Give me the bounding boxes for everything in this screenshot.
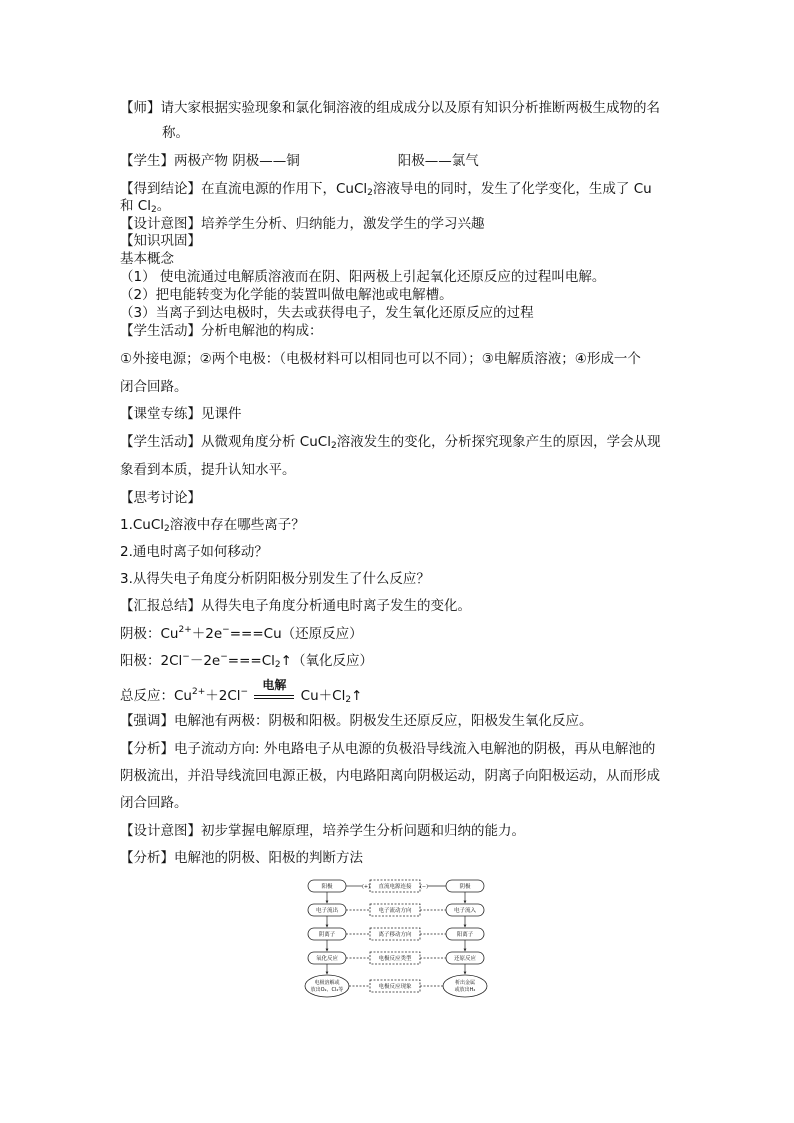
paragraph-electron-flow: 【分析】电子流动方向: 外电路电子从电源的负极沿导线流入电解池的阴极，再从电解池的 bbox=[120, 741, 656, 757]
paragraph-emphasis: 【强调】电解池有两极：阴极和阳极。阴极发生还原反应，阳极发生氧化反应。 bbox=[120, 713, 593, 729]
concept-item-3: （3）当离子到达电极时，失去或获得电子，发生氧化还原反应的过程 bbox=[120, 305, 534, 321]
diagram-left-6: 放出O₂、Cl₂等 bbox=[310, 987, 344, 993]
electrolysis-condition: 电解 bbox=[252, 685, 296, 703]
diagram-minus-sign: (−) bbox=[419, 884, 429, 890]
diagram-left-1: 阳极 bbox=[321, 884, 333, 890]
paragraph-student-activity-2: 【学生活动】从微观角度分析 CuCl$_2$溶液发生的变化，分析探究现象产生的原因，学会从现 bbox=[120, 434, 661, 451]
diagram-middle-1: 直流电源连接 bbox=[378, 884, 412, 890]
paragraph-student-activity-1: 【学生活动】分析电解池的构成： bbox=[120, 323, 323, 339]
equation-overall: 总反应：$Cu^{2+}+2Cl^-$ 电解 $Cu+Cl_2↑$ bbox=[120, 678, 363, 705]
diagram-middle-4: 电极反应类型 bbox=[378, 956, 412, 962]
paragraph-classroom-practice: 【课堂专练】见课件 bbox=[120, 406, 242, 422]
diagram-plus-sign: (+) bbox=[361, 884, 371, 890]
paragraph-conclusion: 【得到结论】在直流电源的作用下，CuCl$_2$溶液导电的同时，发生了化学变化，生成了 Cu bbox=[120, 181, 652, 198]
diagram-middle-3: 离子移动方向 bbox=[378, 932, 412, 938]
diagram-middle-2: 电子流动方向 bbox=[378, 908, 412, 914]
diagram-right-5: 析出金属 bbox=[454, 980, 476, 986]
paragraph-design-intent-2: 【设计意图】初步掌握电解原理，培养学生分析问题和归纳的能力。 bbox=[120, 823, 525, 839]
concept-item-2: （2）把电能转变为化学能的装置叫做电解池或电解槽。 bbox=[120, 287, 453, 303]
equation-cathode: 阴极：$Cu^{2+}+2e^-===Cu$（还原反应） bbox=[120, 625, 363, 642]
electrode-judgement-diagram bbox=[300, 876, 496, 1000]
paragraph-teacher: 【师】请大家根据实验现象和氯化铜溶液的组成成分以及原有知识分析推断两极生成物的名 bbox=[120, 100, 660, 116]
heading-discussion: 【思考讨论】 bbox=[120, 490, 201, 506]
paragraph-electron-flow-cont2: 闭合回路。 bbox=[120, 795, 188, 811]
paragraph-electrolysis-components: ①外接电源；②两个电极：（电极材料可以相同也可以不同）；③电解质溶液；④形成一个 bbox=[120, 351, 641, 367]
question-2: 2.通电时离子如何移动？ bbox=[120, 544, 268, 560]
diagram-left-4: 氧化反应 bbox=[315, 956, 339, 962]
paragraph-student-products: 【学生】两极产物 阴极——铜 阳极——氯气 bbox=[120, 153, 479, 169]
paragraph-electrode-judgement: 【分析】电解池的阴极、阳极的判断方法 bbox=[120, 850, 363, 866]
paragraph-student-activity-2-cont: 象看到本质，提升认知水平。 bbox=[120, 462, 296, 478]
heading-basic-concepts: 基本概念 bbox=[120, 251, 174, 267]
diagram-right-3: 阳离子 bbox=[456, 932, 474, 938]
paragraph-design-intent-1: 【设计意图】培养学生分析、归纳能力，激发学生的学习兴趣 bbox=[120, 216, 485, 232]
concept-item-1: （1） 使电流通过电解质溶液而在阴、阳两极上引起氧化还原反应的过程叫电解。 bbox=[120, 269, 606, 285]
diagram-middle-5: 电极反应现象 bbox=[378, 984, 412, 990]
diagram-right-1: 阴极 bbox=[459, 884, 471, 890]
question-1: 1.CuCl$_2$溶液中存在哪些离子？ bbox=[120, 517, 305, 534]
paragraph-summary: 【汇报总结】从得失电子角度分析通电时离子发生的变化。 bbox=[120, 598, 471, 614]
diagram-left-5: 电极溶解或 bbox=[314, 980, 340, 986]
diagram-right-4: 还原反应 bbox=[453, 956, 477, 962]
paragraph-teacher-cont: 称。 bbox=[162, 125, 189, 141]
diagram-left-2: 电子流出 bbox=[315, 908, 339, 914]
paragraph-electrolysis-components-cont: 闭合回路。 bbox=[120, 379, 188, 395]
question-3: 3.从得失电子角度分析阴阳极分别发生了什么反应？ bbox=[120, 571, 430, 587]
paragraph-conclusion-cont: 和 $Cl_2$。 bbox=[120, 198, 171, 215]
paragraph-electron-flow-cont: 阴极流出，并沿导线流回电源正极，内电路阳离向阴极运动，阴离子向阳极运动，从而形成 bbox=[120, 768, 660, 784]
equation-anode: 阳极：$2Cl^--2e^-===Cl_2↑$（氧化反应） bbox=[120, 652, 373, 670]
diagram-right-6: 或放出H₂ bbox=[454, 987, 476, 993]
diagram-left-3: 阴离子 bbox=[318, 932, 336, 938]
diagram-right-2: 电子流入 bbox=[453, 908, 477, 914]
heading-knowledge-consolidation: 【知识巩固】 bbox=[120, 233, 201, 249]
